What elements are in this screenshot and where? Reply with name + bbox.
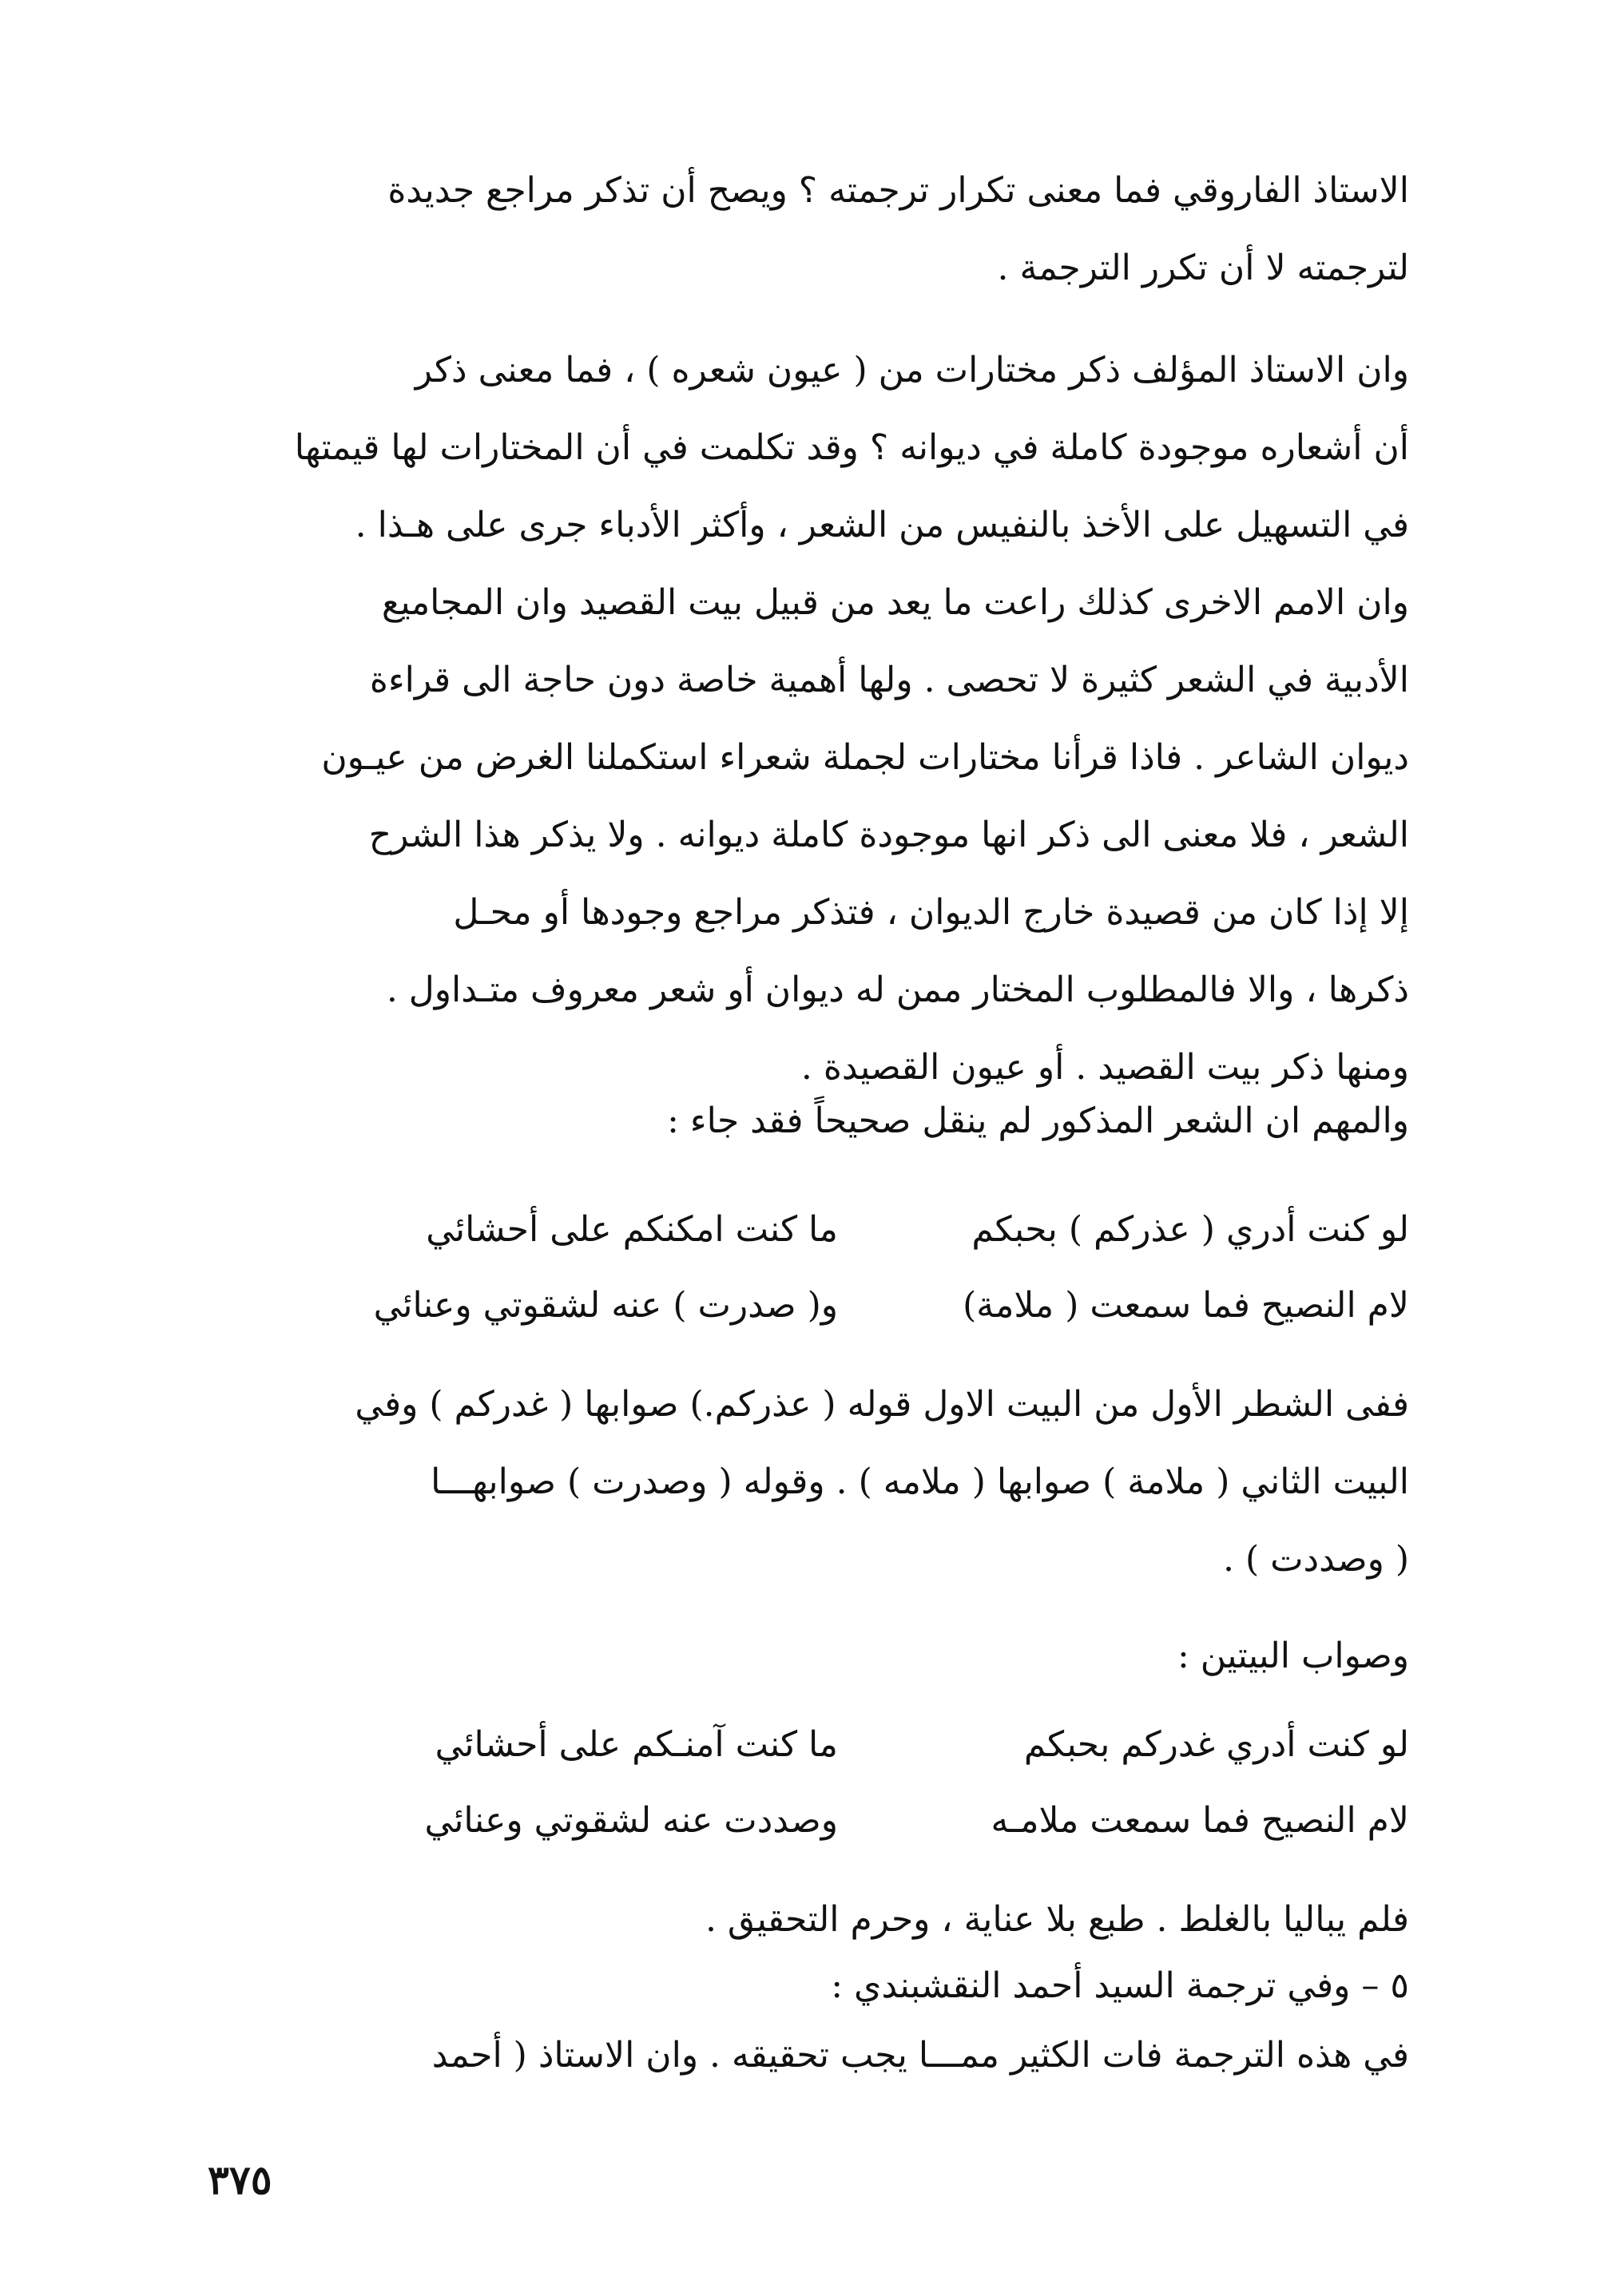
verse-1-hemistich-right-2: لام النصيح فما سمعت ( ملامة) bbox=[963, 1285, 1409, 1326]
text-line: ( وصددت ) . bbox=[1223, 1539, 1409, 1580]
paragraph-1 bbox=[185, 152, 1409, 307]
paragraph-5 bbox=[185, 1617, 1409, 1695]
paragraph-3 bbox=[185, 1082, 1409, 1160]
verse-2-line-1 bbox=[185, 1705, 1409, 1785]
paragraph-4 bbox=[185, 1366, 1409, 1598]
text-line: الشعر ، فلا معنى الى ذكر انها موجودة كاملة ديوانه . ولا يذكر هذا الشرح bbox=[368, 815, 1409, 855]
verse-2-line-2 bbox=[185, 1781, 1409, 1861]
verse-2-hemistich-right-1: لو كنت أدري غدركم بحبكم bbox=[1023, 1724, 1409, 1765]
verse-1-line-2 bbox=[185, 1266, 1409, 1346]
text-line: والمهم ان الشعر المذكور لم ينقل صحيحاً فقد جاء : bbox=[667, 1100, 1409, 1141]
text-line: أن أشعاره موجودة كاملة في ديوانه ؟ وقد تكلمت في أن المختارات لها قيمتها bbox=[294, 427, 1409, 468]
text-line: وان الامم الاخرى كذلك راعت ما يعد من قبيل بيت القصيد وان المجاميع bbox=[381, 582, 1409, 623]
text-line: ديوان الشاعر . فاذا قرأنا مختارات لجملة شعراء استكملنا الغرض من عيـون bbox=[321, 737, 1409, 778]
verse-1-hemistich-right-1: لو كنت أدري ( عذركم ) بحبكم bbox=[971, 1209, 1409, 1250]
text-line: ٥ – وفي ترجمة السيد أحمد النقشبندي : bbox=[831, 1965, 1409, 2006]
section-heading-5 bbox=[185, 1947, 1409, 2024]
text-line: ذكرها ، والا فالمطلوب المختار ممن له ديوان أو شعر معروف متـداول . bbox=[386, 970, 1409, 1010]
text-line: في التسهيل على الأخذ بالنفيس من الشعر ، وأكثر الأدباء جرى على هـذا . bbox=[355, 505, 1409, 545]
text-line: وان الاستاذ المؤلف ذكر مختارات من ( عيون شعره ) ، فما معنى ذكر bbox=[415, 350, 1409, 391]
text-line: البيت الثاني ( ملامة ) صوابها ( ملامه ) . وقوله ( وصدرت ) صوابهـــا bbox=[431, 1461, 1409, 1502]
text-line: إلا إذا كان من قصيدة خارج الديوان ، فتذكر مراجع وجودها أو محـل bbox=[453, 892, 1409, 933]
text-line: الأدبية في الشعر كثيرة لا تحصى . ولها أهمية خاصة دون حاجة الى قراءة bbox=[369, 660, 1409, 700]
paragraph-8 bbox=[185, 2016, 1409, 2094]
paragraph-2 bbox=[185, 331, 1409, 1106]
text-line: الاستاذ الفاروقي فما معنى تكرار ترجمته ؟ ويصح أن تذكر مراجع جديدة bbox=[387, 170, 1409, 211]
text-line: لترجمته لا أن تكرر الترجمة . bbox=[997, 248, 1409, 288]
text-line: ففى الشطر الأول من البيت الاول قوله ( عذركم.) صوابها ( غدركم ) وفي bbox=[355, 1384, 1409, 1425]
text-line: في هذه الترجمة فات الكثير ممـــا يجب تحقيقه . وان الاستاذ ( أحمد bbox=[431, 2035, 1409, 2076]
text-line: ومنها ذكر بيت القصيد . أو عيون القصيدة . bbox=[800, 1047, 1409, 1088]
text-line: فلم يباليا بالغلط . طبع بلا عناية ، وحرم التحقيق . bbox=[705, 1899, 1409, 1940]
verse-1-line-1 bbox=[185, 1190, 1409, 1270]
verse-2-hemistich-left-1: ما كنت آمنـكم على أحشائي bbox=[435, 1724, 838, 1765]
verse-2-hemistich-right-2: لام النصيح فما سمعت ملامـه bbox=[991, 1800, 1409, 1841]
page-number: ٣٧٥ bbox=[208, 2156, 272, 2203]
text-line: وصواب البيتين : bbox=[1177, 1636, 1409, 1676]
verse-2-hemistich-left-2: وصددت عنه لشقوتي وعنائي bbox=[424, 1800, 838, 1841]
verse-1-hemistich-left-1: ما كنت امكنكم على أحشائي bbox=[426, 1209, 838, 1250]
verse-1-hemistich-left-2: و( صدرت ) عنه لشقوتي وعنائي bbox=[373, 1285, 838, 1326]
